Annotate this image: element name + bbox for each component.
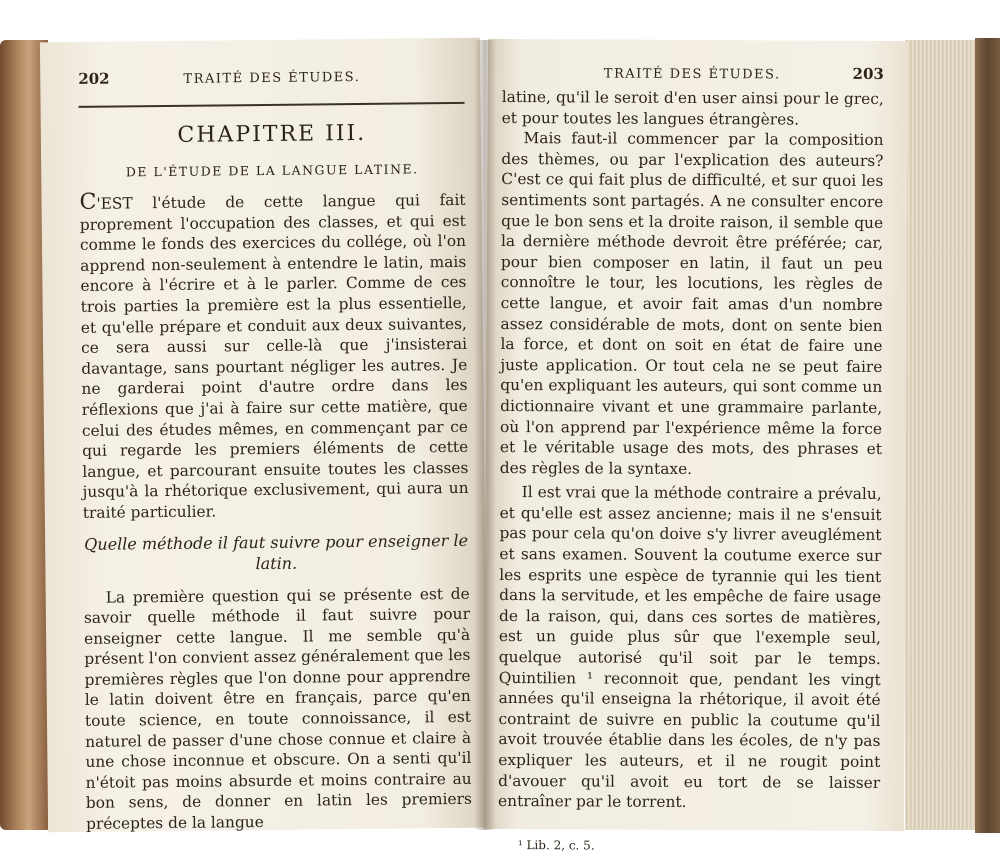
section-heading: Quelle méthode il faut suivre pour enseigner le latin.	[84, 530, 469, 573]
right-running-title: TRAITÉ DES ÉTUDES.	[603, 66, 781, 83]
right-running-head	[502, 63, 884, 83]
page-block-edge	[905, 40, 980, 830]
drop-cap: C	[79, 189, 97, 215]
chapter-title: CHAPITRE III.	[177, 120, 367, 148]
right-page-number: 203	[852, 64, 884, 83]
right-paragraph-1: latine, qu'il le seroit d'en user ainsi pour le grec, et pour toutes les langues étrangères.	[501, 87, 884, 129]
left-page-number: 202	[78, 69, 110, 88]
left-paragraph-2: La première question qui se présente est de savoir quelle méthode il faut suivre pour enseigner cette langue. Il me semble qu'à présent l'on convient assez généralement que les premières règles que l'on donne pour apprendre le latin doivent être en français, parce qu'en toute science, en toute connoissance, il est naturel de passer d'une chose connue et claire à une chose inconnue et obscure. On a senti qu'il n'étoit pas moins absurde et moins contraire au bon sens, de donner en latin les premiers préceptes de la langue	[83, 584, 472, 833]
left-page	[40, 38, 488, 833]
footnote: ¹ Lib. 2, c. 5.	[517, 837, 595, 853]
left-running-title: TRAITÉ DES ÉTUDES.	[183, 69, 361, 87]
chapter-subtitle: DE L'ÉTUDE DE LA LANGUE LATINE.	[125, 161, 419, 180]
left-running-head	[78, 66, 464, 88]
right-paragraph-3: Il est vrai que la méthode contraire a prévalu, et qu'elle est assez ancienne; mais il ne s'ensuit pas pour cela qu'on doive s'y livrer aveuglément et sans examen. Souvent la coutume exerce sur les esprits une espèce de tyrannie qui les tient dans la servitude, et les empêche de faire usage de la raison, qui, dans ces sortes de matières, est un guide plus sûr que l'exemple seul, quelque autorisé qu'il soit par le temps. Quintilien ¹ reconnoit que, pendant les vingt années qu'il enseigna la rhétorique, il avoit été contraint de suivre en public la coutume qu'il avoit trouvée établie dans les écoles, de n'y pas expliquer les auteurs, et il ne rougit point d'avouer qu'il avoit eu tort de se laisser entraîner par le torrent.	[498, 483, 882, 812]
book-cover-edge	[975, 38, 1000, 833]
header-rule	[79, 102, 465, 108]
right-paragraph-2: Mais faut-il commencer par la composition des thèmes, ou par l'explication des auteurs? C'est ce qui fait plus de difficulté, et sur quoi les sentiments sont partagés. A ne consulter encore que le bon sens et la droite raison, il semble que la dernière méthode devroit être préférée; car, pour bien composer en latin, il faut un peu connoître le tour, les locutions, les règles de cette langue, et avoir fait amas d'un nombre assez considérable de mots, dont on sente bien la force, et dont on soit en état de faire une juste application. Or tout cela ne se peut faire qu'en expliquant les auteurs, qui sont comme un dictionnaire vivant et une grammaire parlante, où l'on apprend par l'expérience même la force et le véritable usage des mots, des phrases et des règles de la syntaxe.	[499, 129, 884, 478]
book-gutter	[474, 40, 496, 830]
left-paragraph-1: C'EST l'étude de cette langue qui fait proprement l'occupation des classes, et qui est comme le fonds des exercices du collége, où l'on apprend non-seulement à entendre le latin, mais encore à l'écrire et à le parler. Comme de ces trois parties la première est la plus essentielle, et qu'elle prépare et conduit aux deux suivantes, ce sera aussi sur celle-là que j'insisterai davantage, sans pourtant négliger les autres. Je ne garderai point d'autre ordre dans les réflexions que j'ai à faire sur cette matière, que celui des études mêmes, en commençant par ce qui regarde les premiers éléments de cette langue, et parcourant ensuite toutes les classes jusqu'à la rhétorique exclusivement, qui aura un traité particulier.	[79, 189, 469, 522]
right-page	[484, 39, 908, 853]
